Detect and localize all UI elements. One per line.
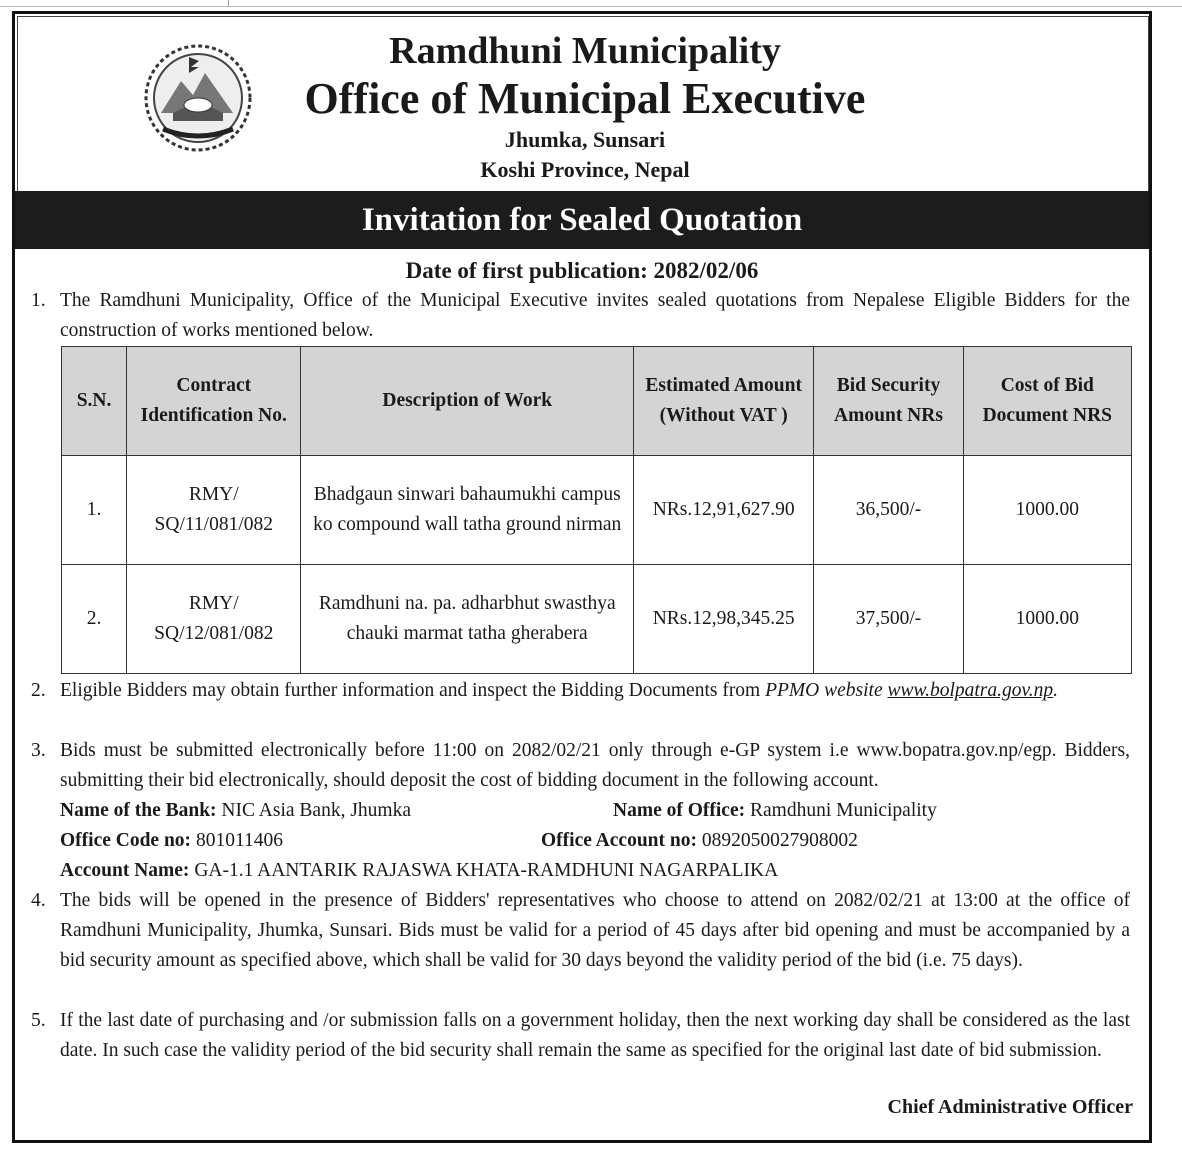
ppmo-website-label: PPMO website	[765, 680, 888, 701]
bank-name-label: Name of the Bank:	[60, 800, 217, 821]
cell-bid-security: 36,500/-	[814, 456, 963, 565]
office-account-value: 0892050027908002	[696, 830, 858, 851]
cell-contract-id: RMY/ SQ/12/081/082	[127, 565, 301, 674]
account-name	[60, 856, 778, 886]
address-line-2: Koshi Province, Nepal	[480, 157, 690, 182]
municipality-name: Ramdhuni Municipality	[389, 30, 781, 72]
signatory-title: Chief Administrative Officer	[887, 1096, 1133, 1118]
cell-bid-doc-cost: 1000.00	[963, 456, 1131, 565]
office-name-label: Name of Office:	[613, 800, 746, 821]
paragraph-2-text: Eligible Bidders may obtain further information and inspect the Bidding Documents from	[60, 680, 766, 701]
paragraph-4-number: 4.	[31, 890, 46, 911]
paragraph-4-text: The bids will be opened in the presence of Bidders' representatives who choose to attend on 2082/02/21 at 13:00 at the office of Ramdhuni Municipality, Jhumka, Sunsari. Bids must be valid for a period of 45 days after bid opening and must be accompanied by a bid security amount as specified above, which shall be valid for 30 days beyond the validity period of the bid (i.e. 75 days).	[60, 890, 1130, 971]
header-bid-doc-cost: Cost of Bid Document NRS	[963, 347, 1131, 456]
office-account	[541, 826, 858, 856]
paragraph-1-text: The Ramdhuni Municipality, Office of the Municipal Executive invites sealed quotations from Nepalese Eligible Bidders for the construction of works mentioned below.	[60, 290, 1130, 341]
address-line-1: Jhumka, Sunsari	[504, 127, 666, 152]
paragraph-4	[31, 886, 1130, 976]
header-estimated-amount: Estimated Amount (Without VAT )	[634, 347, 814, 456]
paragraph-3	[31, 736, 1130, 796]
account-name-label: Account Name:	[60, 860, 190, 881]
works-table	[61, 346, 1132, 674]
page-top-rule	[0, 0, 1182, 7]
cell-sn: 1.	[62, 456, 127, 565]
paragraph-2	[31, 676, 1130, 706]
paragraph-5-text: If the last date of purchasing and /or submission falls on a government holiday, then the next working day shall be considered as the last date. In such case the validity period of the bid security shall remain the same as specified for the original last date of bid submission.	[60, 1010, 1130, 1061]
cell-sn: 2.	[62, 565, 127, 674]
table-row	[62, 456, 1132, 565]
cell-estimated-amount: NRs.12,91,627.90	[634, 456, 814, 565]
table-row	[62, 565, 1132, 674]
paragraph-2-end: .	[1053, 680, 1058, 701]
cell-description: Bhadgaun sinwari bahaumukhi campus ko compound wall tatha ground nirman	[301, 456, 634, 565]
paragraph-2-number: 2.	[31, 680, 46, 701]
bank-name-value: NIC Asia Bank, Jhumka	[216, 800, 411, 821]
paragraph-1	[31, 286, 1130, 346]
bank-name	[60, 796, 411, 826]
header-description: Description of Work	[301, 347, 634, 456]
cell-bid-security: 37,500/-	[814, 565, 963, 674]
cell-bid-doc-cost: 1000.00	[963, 565, 1131, 674]
cell-description: Ramdhuni na. pa. adharbhut swasthya chauki marmat tatha gherabera	[301, 565, 634, 674]
paragraph-3-text: Bids must be submitted electronically before 11:00 on 2082/02/21 only through e-GP system i.e www.bopatra.gov.np/egp. Bidders, submitting their bid electronically, should deposit the cost of bidding document in the following account.	[60, 740, 1130, 791]
header-bid-security: Bid Security Amount NRs	[814, 347, 963, 456]
table-header-row	[62, 347, 1132, 456]
paragraph-3-number: 3.	[31, 740, 46, 761]
bolpatra-link[interactable]: www.bolpatra.gov.np	[887, 680, 1054, 701]
paragraph-5-number: 5.	[31, 1010, 46, 1031]
paragraph-5	[31, 1006, 1130, 1066]
office-code	[60, 826, 283, 856]
office-name-field	[613, 796, 937, 826]
notice-frame	[12, 11, 1152, 1143]
paragraph-1-number: 1.	[31, 290, 46, 311]
office-code-label: Office Code no:	[60, 830, 192, 851]
office-name: Office of Municipal Executive	[304, 74, 866, 123]
header-box	[17, 16, 1149, 192]
office-name-value: Ramdhuni Municipality	[745, 800, 937, 821]
cell-contract-id: RMY/ SQ/11/081/082	[127, 456, 301, 565]
header-contract-id: Contract Identification No.	[127, 347, 301, 456]
account-name-value: GA-1.1 AANTARIK RAJASWA KHATA-RAMDHUNI NAGARPALIKA	[189, 860, 779, 881]
notice-title-banner: Invitation for Sealed Quotation	[15, 191, 1149, 249]
header-sn: S.N.	[62, 347, 127, 456]
cell-estimated-amount: NRs.12,98,345.25	[634, 565, 814, 674]
publication-date: Date of first publication: 2082/02/06	[405, 258, 759, 283]
office-code-value: 801011406	[191, 830, 283, 851]
office-account-label: Office Account no:	[541, 830, 697, 851]
